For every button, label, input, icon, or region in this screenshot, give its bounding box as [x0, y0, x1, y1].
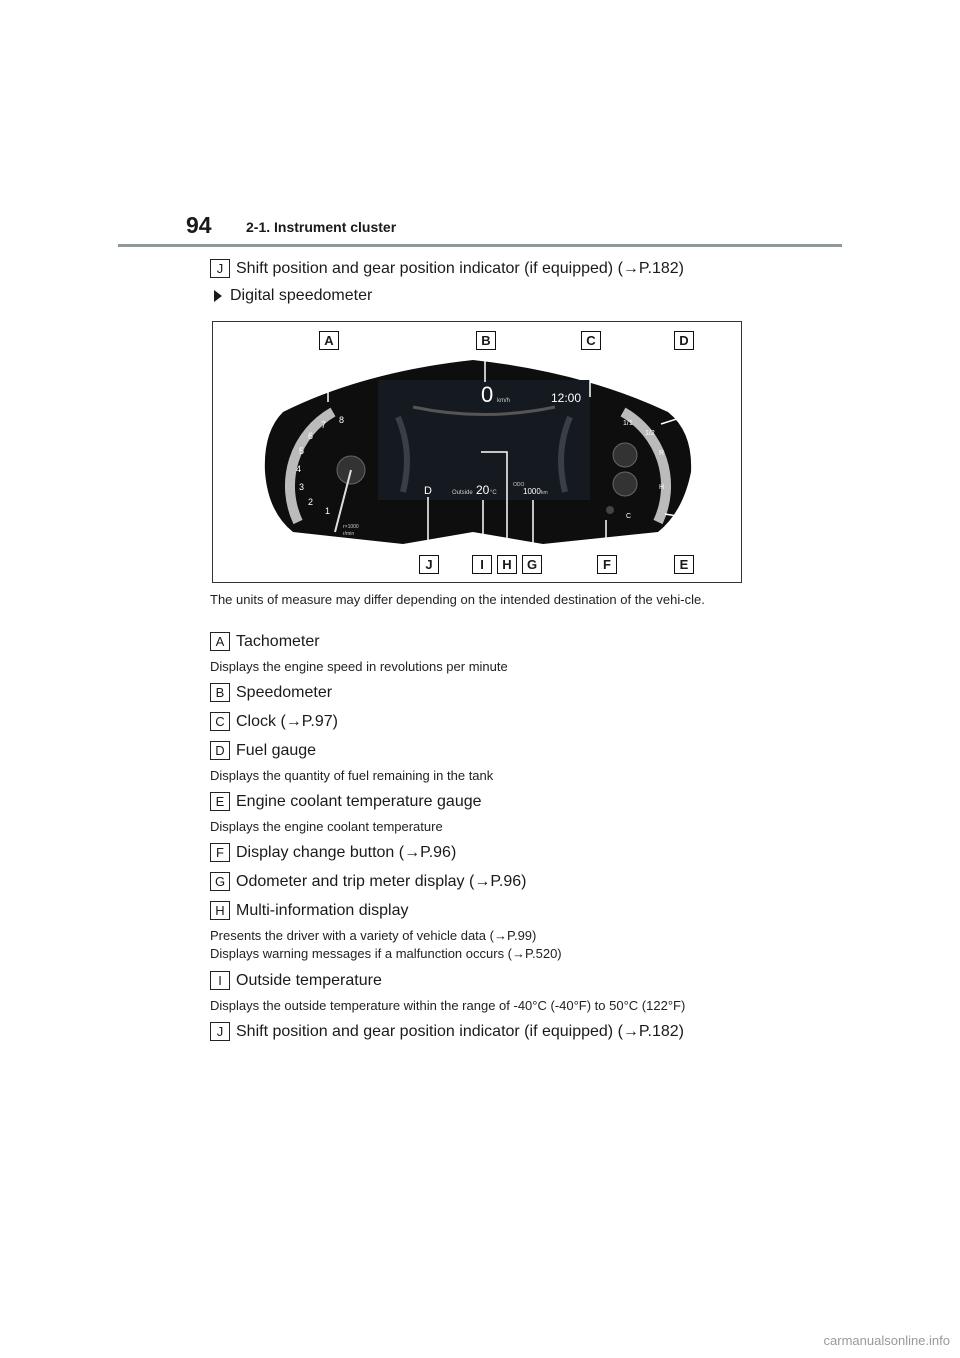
tach-number: 5	[299, 446, 305, 456]
subheading-text: Digital speedometer	[230, 287, 373, 304]
fuel-full: 1/1	[623, 420, 633, 427]
item-title: Multi-information display	[236, 901, 409, 919]
item-description: Displays the engine speed in revolutions per minute	[210, 659, 508, 674]
temp-cold: C	[626, 513, 632, 520]
item-description: Displays the engine coolant temperature	[210, 819, 443, 834]
fuel-half: 1/2	[645, 430, 655, 437]
temp-hot: H	[659, 484, 665, 491]
triangle-bullet-icon	[214, 290, 222, 302]
item-title: Clock (→P.97)	[236, 712, 338, 730]
item-title: Tachometer	[236, 632, 320, 650]
item-letter-box: F	[210, 843, 230, 862]
clock-readout: 12:00	[551, 391, 582, 405]
list-item	[210, 901, 409, 920]
tach-number: 6	[308, 431, 314, 441]
tach-unit: r×1000	[343, 524, 359, 530]
label-c: C	[581, 331, 601, 350]
tach-number: 2	[308, 497, 314, 507]
speed-readout: 0	[481, 382, 494, 407]
label-e: E	[674, 555, 694, 574]
label-h: H	[497, 555, 517, 574]
odo-label: ODO	[513, 482, 525, 488]
label-g: G	[522, 555, 542, 574]
cluster-illustration	[213, 322, 741, 582]
label-a: A	[319, 331, 339, 350]
tach-number: 7	[321, 420, 327, 430]
item-letter-box: I	[210, 971, 230, 990]
list-item	[210, 632, 320, 651]
item-title: Speedometer	[236, 683, 333, 701]
subheading	[214, 287, 372, 305]
item-letter-box: B	[210, 683, 230, 702]
list-item	[210, 712, 338, 731]
item-title: Engine coolant temperature gauge	[236, 792, 482, 810]
list-item	[210, 971, 382, 990]
label-b: B	[476, 331, 496, 350]
list-item	[210, 741, 316, 760]
fuel-empty: R	[659, 450, 665, 457]
item-letter-box: A	[210, 632, 230, 651]
item-description: Presents the driver with a variety of vehicle data (→P.99)	[210, 928, 537, 943]
units-note: The units of measure may differ depending on the intended destination of the vehi-cle.	[210, 592, 705, 607]
label-i: I	[472, 555, 492, 574]
gear-readout: D	[424, 485, 432, 497]
top-item-j	[210, 259, 684, 278]
item-letter-box: J	[210, 259, 230, 278]
outside-temp: 20	[476, 483, 490, 497]
label-j: J	[419, 555, 439, 574]
tach-number: 3	[299, 482, 305, 492]
item-title: Shift position and gear position indicator (if equipped) (→P.182)	[236, 1022, 684, 1040]
watermark: carmanualsonline.info	[823, 1333, 950, 1348]
list-item	[210, 872, 527, 891]
cluster-figure	[212, 321, 742, 583]
label-d: D	[674, 331, 694, 350]
temp-unit: °C	[490, 490, 497, 496]
header-rule	[118, 244, 842, 247]
item-letter-box: E	[210, 792, 230, 811]
odo-unit: km	[541, 490, 548, 496]
item-letter-box: C	[210, 712, 230, 731]
tach-number: 8	[339, 415, 345, 425]
speed-unit: km/h	[497, 398, 511, 404]
item-title: Outside temperature	[236, 971, 382, 989]
item-description: Displays the quantity of fuel remaining in the tank	[210, 768, 494, 783]
tach-number: 4	[296, 464, 302, 474]
item-letter-box: H	[210, 901, 230, 920]
item-letter-box: G	[210, 872, 230, 891]
tach-unit: r/min	[343, 531, 355, 537]
tach-number: 1	[325, 506, 331, 516]
item-letter-box: J	[210, 1022, 230, 1041]
list-item	[210, 683, 332, 702]
item-title: Odometer and trip meter display (→P.96)	[236, 872, 527, 890]
list-item	[210, 1022, 684, 1041]
label-f: F	[597, 555, 617, 574]
item-description: Displays the outside temperature within the range of -40°C (-40°F) to 50°C (122°F)	[210, 998, 686, 1013]
item-description: Displays warning messages if a malfunction occurs (→P.520)	[210, 946, 562, 961]
item-title: Fuel gauge	[236, 741, 317, 759]
item-letter-box: D	[210, 741, 230, 760]
item-title: Display change button (→P.96)	[236, 843, 457, 861]
outside-label: Outside	[452, 490, 473, 496]
odo-value: 1000	[523, 487, 541, 496]
section-title: 2-1. Instrument cluster	[246, 219, 397, 235]
item-title: Shift position and gear position indicator (if equipped) (→P.182)	[236, 259, 684, 277]
page-number: 94	[186, 212, 212, 238]
list-item	[210, 843, 456, 862]
list-item	[210, 792, 482, 811]
